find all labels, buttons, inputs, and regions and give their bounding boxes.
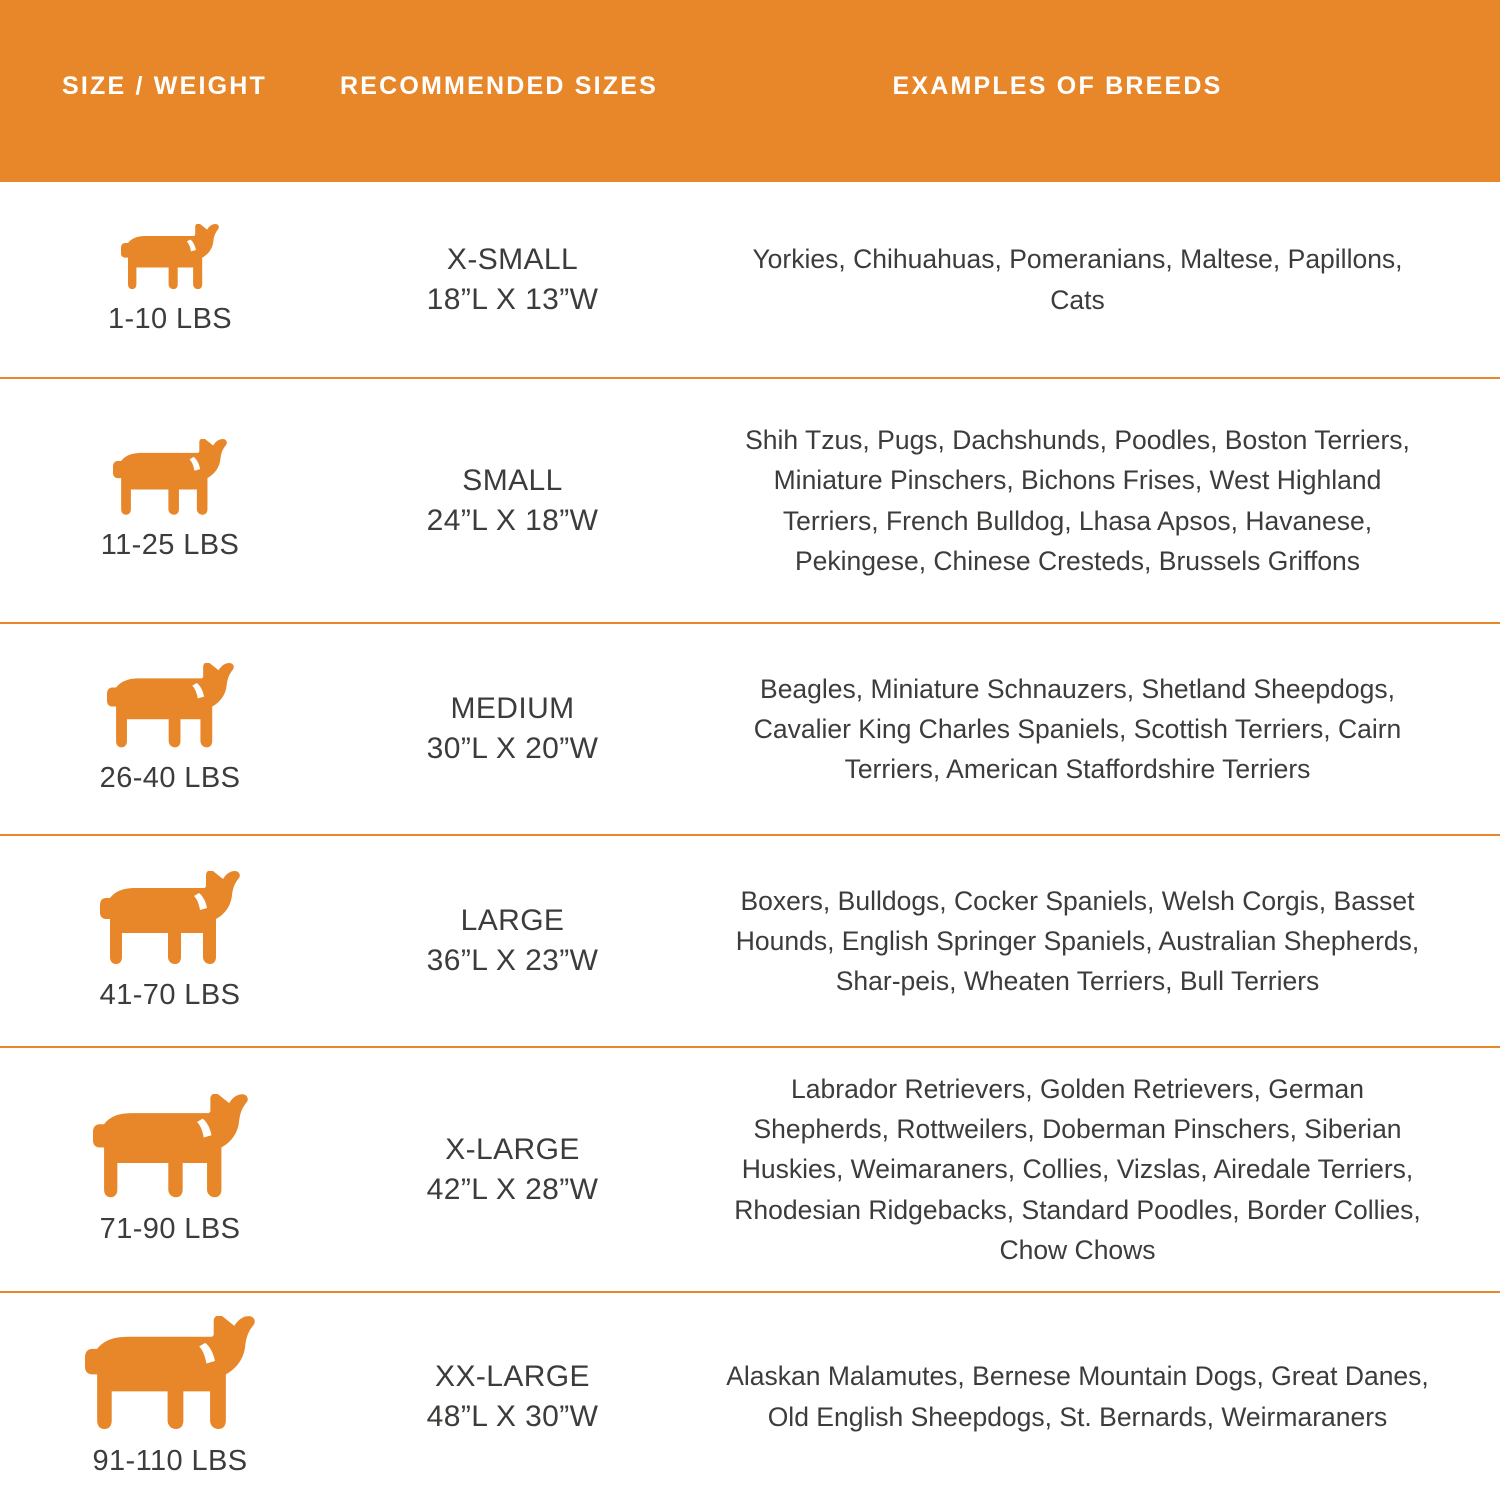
- table-row: [0, 1048, 1500, 1293]
- size-name: XX-LARGE: [435, 1359, 590, 1393]
- size-dimensions: 30”L X 20”W: [426, 732, 599, 765]
- breeds-cell: Boxers, Bulldogs, Cocker Spaniels, Welsh Corgis, Basset Hounds, English Springer Spaniels, Australian Shepherds, Shar-peis, Wheaten Terriers, Bull Terriers: [735, 885, 1420, 997]
- recommended-size-cell: [340, 1357, 685, 1436]
- breeds-cell: Labrador Retrievers, Golden Retrievers, German Shepherds, Rottweilers, Doberman Pinschers, Siberian Huskies, Weimaraners, Collies, Vizslas, Airedale Terriers, Rhodesian Ridgebacks, Standard Poodles, Border Collies, Chow Chows: [734, 1073, 1421, 1265]
- breeds-cell: Alaskan Malamutes, Bernese Mountain Dogs, Great Danes, Old English Sheepdogs, St. Bernards, Weirmaraners: [726, 1361, 1429, 1432]
- size-weight-cell: [0, 663, 340, 795]
- dog-icon: [113, 439, 227, 523]
- size-dimensions: 36”L X 23”W: [426, 944, 599, 977]
- table-row: [0, 1293, 1500, 1500]
- header-examples-of-breeds: EXAMPLES OF BREEDS: [892, 72, 1223, 100]
- dog-icon: [121, 224, 219, 297]
- table-row: [0, 182, 1500, 379]
- dog-icon: [107, 663, 234, 756]
- table-body: [0, 182, 1500, 1500]
- size-name: X-LARGE: [445, 1132, 580, 1166]
- size-weight-cell: [0, 871, 340, 1012]
- size-name: MEDIUM: [450, 692, 575, 726]
- size-weight-cell: [0, 1316, 340, 1478]
- weight-label: 11-25 LBS: [100, 529, 240, 561]
- weight-label: 91-110 LBS: [92, 1444, 248, 1477]
- weight-label: 1-10 LBS: [107, 302, 233, 335]
- table-row: [0, 836, 1500, 1048]
- header-recommended-sizes: RECOMMENDED SIZES: [340, 72, 658, 100]
- recommended-size-cell: [340, 461, 685, 540]
- size-dimensions: 42”L X 28”W: [426, 1172, 599, 1206]
- dog-icon: [100, 871, 240, 973]
- recommended-size-cell: [340, 901, 685, 980]
- size-dimensions: 24”L X 18”W: [426, 503, 599, 537]
- dog-icon: [85, 1316, 255, 1439]
- breeds-cell: Yorkies, Chihuahuas, Pomeranians, Maltese, Papillons, Cats: [752, 244, 1403, 315]
- table-row: [0, 624, 1500, 836]
- recommended-size-cell: [340, 689, 685, 768]
- size-weight-cell: [0, 224, 340, 336]
- breeds-cell: Shih Tzus, Pugs, Dachshunds, Poodles, Boston Terriers, Miniature Pinschers, Bichons Frises, West Highland Terriers, French Bulldog, Lhasa Apsos, Havanese, Pekingese, Chinese Cresteds, Brussels Griffons: [745, 424, 1410, 576]
- header-size-weight: SIZE / WEIGHT: [62, 72, 267, 100]
- breeds-cell: Beagles, Miniature Schnauzers, Shetland Sheepdogs, Cavalier King Charles Spaniels, Scottish Terriers, Cairn Terriers, American Staffordshire Terriers: [753, 673, 1402, 785]
- size-weight-cell: [0, 1094, 340, 1246]
- size-name: X-SMALL: [446, 242, 579, 276]
- size-weight-cell: [0, 439, 340, 562]
- size-dimensions: 48”L X 30”W: [426, 1399, 599, 1433]
- table-header: [0, 0, 1500, 182]
- size-name: SMALL: [462, 463, 563, 497]
- size-name: LARGE: [460, 904, 565, 938]
- weight-label: 71-90 LBS: [99, 1212, 241, 1245]
- weight-label: 41-70 LBS: [99, 978, 241, 1011]
- recommended-size-cell: [340, 1130, 685, 1209]
- size-dimensions: 18”L X 13”W: [426, 282, 599, 316]
- weight-label: 26-40 LBS: [99, 762, 241, 794]
- dog-icon: [93, 1094, 248, 1207]
- recommended-size-cell: [340, 240, 685, 319]
- table-row: [0, 379, 1500, 624]
